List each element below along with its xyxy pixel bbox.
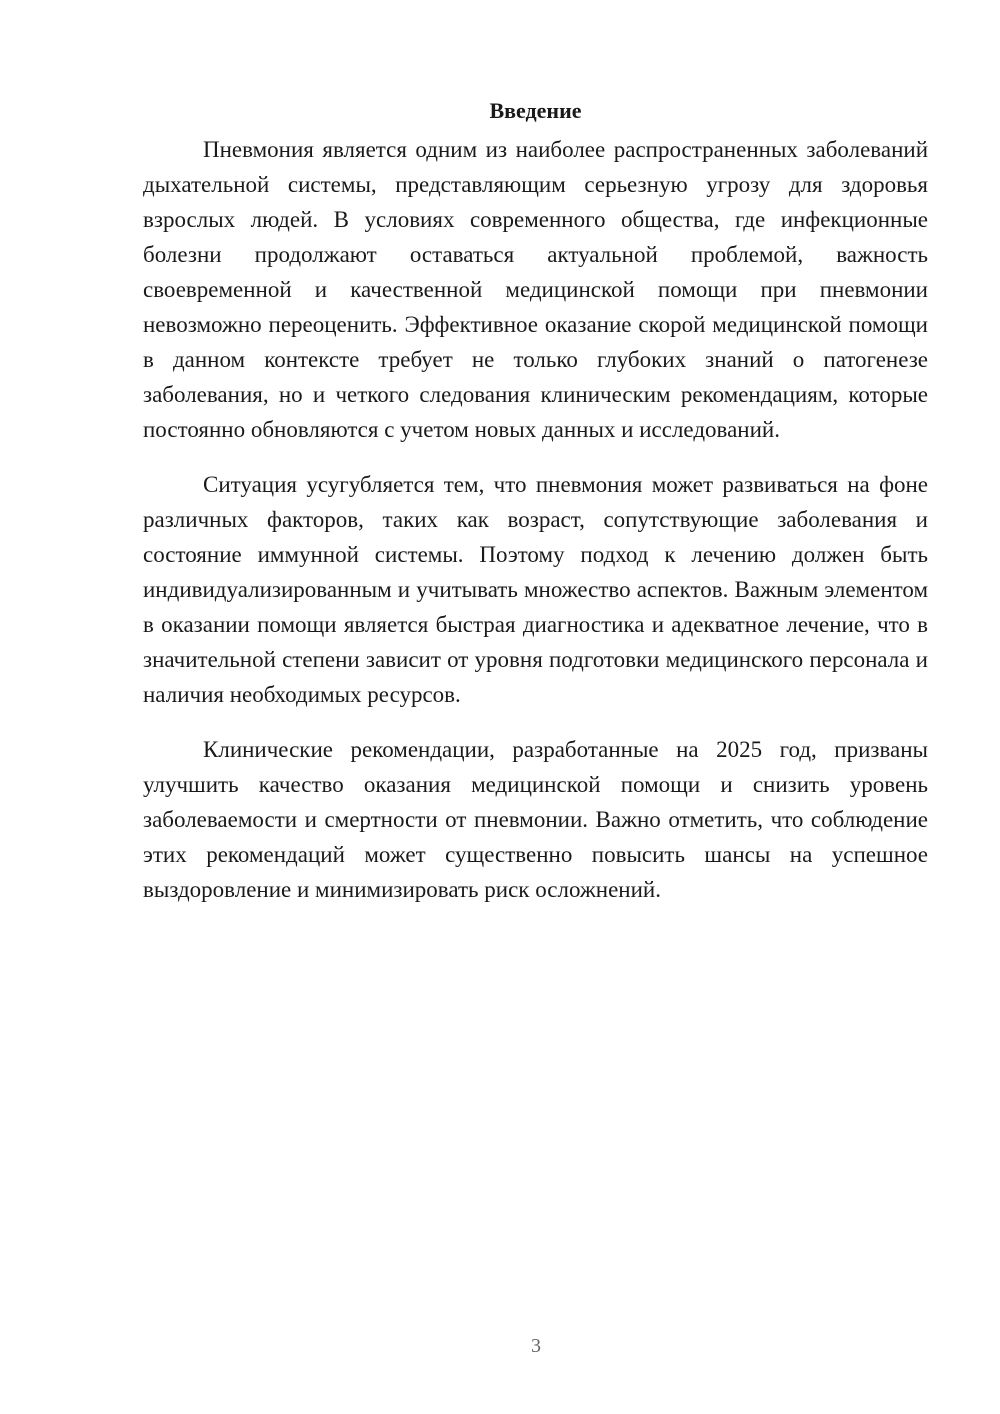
paragraph-1: Пневмония является одним из наиболее распространенных заболеваний дыхательной системы, представляющим серьезную угрозу для здоровья взрослых людей. В условиях современного общества, где инфекционные болезни продолжают оставаться актуальной проблемой, важность своевременной и качественной медицинской помощи при пневмонии невозможно переоценить. Эффективное оказание скорой медицинской помощи в данном контексте требует не только глубоких знаний о патогенезе заболевания, но и четкого следования клиническим рекомендациям, которые постоянно обновляются с учетом новых данных и исследований. bbox=[143, 137, 928, 442]
paragraph-3: Клинические рекомендации, разработанные на 2025 год, призваны улучшить качество оказания медицинской помощи и снизить уровень заболеваемости и смертности от пневмонии. Важно отметить, что соблюдение этих рекомендаций может существенно повысить шансы на успешное выздоровление и минимизировать риск осложнений. bbox=[143, 737, 928, 902]
page-content bbox=[143, 92, 928, 927]
paragraph-2: Ситуация усугубляется тем, что пневмония может развиваться на фоне различных факторов, таких как возраст, сопутствующие заболевания и состояние иммунной системы. Поэтому подход к лечению должен быть индивидуализированным и учитывать множество аспектов. Важным элементом в оказании помощи является быстрая диагностика и адекватное лечение, что в значительной степени зависит от уровня подготовки медицинского персонала и наличия необходимых ресурсов. bbox=[143, 472, 928, 707]
page-number: 3 bbox=[531, 1335, 541, 1357]
section-heading: Введение bbox=[489, 98, 582, 123]
